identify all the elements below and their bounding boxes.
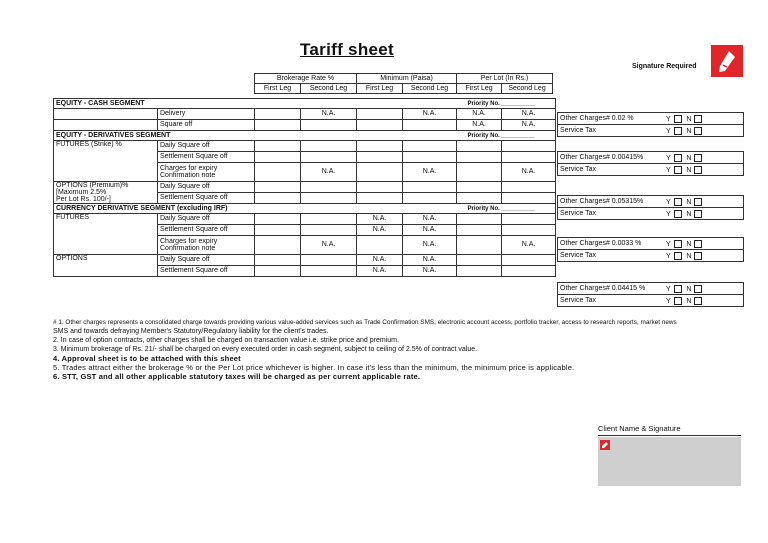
first-leg-header: First Leg bbox=[357, 84, 403, 94]
yes-checkbox[interactable] bbox=[674, 297, 682, 305]
note-2: 2. In case of option contracts, other charges shall be charged on transaction value i.e. strike price and premium. bbox=[53, 337, 399, 344]
yes-checkbox[interactable] bbox=[674, 115, 682, 123]
row-group-futures-strike: FUTURES (Strike) % bbox=[54, 141, 158, 182]
client-signature-label: Client Name & Signature bbox=[598, 424, 681, 433]
client-signature-box[interactable] bbox=[598, 437, 741, 486]
charges-box-equity-options: Other Charges# 0.05315% Y N Service Tax Y N bbox=[557, 195, 744, 220]
row-label-settlement-square-off: Settlement Square off bbox=[158, 152, 255, 163]
row-label-daily-square-off: Daily Square off bbox=[158, 141, 255, 152]
signature-required-label: Signature Required bbox=[632, 63, 697, 70]
first-leg-header: First Leg bbox=[457, 84, 502, 94]
second-leg-header: Second Leg bbox=[502, 84, 553, 94]
note-5: 5. Trades attract either the brokerage % or the Per Lot price whichever is higher. In case it's less than the minimum, the minimum price is applicable. bbox=[53, 363, 575, 372]
rate-header-table bbox=[254, 73, 553, 94]
yes-checkbox[interactable] bbox=[674, 198, 682, 206]
row-label-charges-expiry: Charges for expiry Confirmation note bbox=[158, 236, 255, 255]
row-label-settlement-square-off: Settlement Square off bbox=[158, 193, 255, 204]
minimum-paisa-header: Minimum (Paisa) bbox=[357, 74, 457, 84]
pen-logo-icon bbox=[711, 45, 743, 77]
row-label-daily-square-off: Daily Square off bbox=[158, 255, 255, 266]
note-3: 3. Minimum brokerage of Rs. 21/- shall be charged on every executed order in cash segment, subject to ceiling of 2.5% of contract value. bbox=[53, 346, 478, 353]
yes-checkbox[interactable] bbox=[674, 240, 682, 248]
divider bbox=[598, 435, 741, 436]
second-leg-header: Second Leg bbox=[301, 84, 357, 94]
row-label-charges-expiry: Charges for expiry Confirmation note bbox=[158, 163, 255, 182]
no-checkbox[interactable] bbox=[694, 198, 702, 206]
no-checkbox[interactable] bbox=[694, 252, 702, 260]
row-label-daily-square-off: Daily Square off bbox=[158, 214, 255, 225]
pen-logo-icon bbox=[600, 440, 610, 450]
no-checkbox[interactable] bbox=[694, 115, 702, 123]
first-leg-header: First Leg bbox=[255, 84, 301, 94]
charges-box-currency-futures: Other Charges# 0.0033 % Y N Service Tax Y N bbox=[557, 237, 744, 262]
no-checkbox[interactable] bbox=[694, 297, 702, 305]
no-checkbox[interactable] bbox=[694, 154, 702, 162]
no-checkbox[interactable] bbox=[694, 210, 702, 218]
page-title: Tariff sheet bbox=[300, 40, 394, 59]
yes-checkbox[interactable] bbox=[674, 285, 682, 293]
note-1: # 1. Other charges represents a consolidated charge towards providing various value-added services such as Trade Confirmation SMS, electronic account access, portfolio tracker, access to research reports, market news bbox=[53, 319, 677, 326]
charges-box-currency-options: Other Charges# 0.04415 % Y N Service Tax Y N bbox=[557, 282, 744, 307]
no-checkbox[interactable] bbox=[694, 166, 702, 174]
notes-section bbox=[53, 318, 765, 381]
yes-checkbox[interactable] bbox=[674, 166, 682, 174]
section-equity-cash: EQUITY - CASH SEGMENT Priority No. __________ bbox=[54, 99, 556, 109]
row-group-futures: FUTURES bbox=[54, 214, 158, 255]
row-label-settlement-square-off: Settlement Square off bbox=[158, 266, 255, 277]
per-lot-header: Per Lot (In Rs.) bbox=[457, 74, 553, 84]
row-label-daily-square-off: Daily Square off bbox=[158, 182, 255, 193]
no-checkbox[interactable] bbox=[694, 285, 702, 293]
row-label-delivery: Delivery bbox=[158, 109, 255, 120]
row-group-options-premium: OPTIONS (Premium)% [Maximum 2.5% Per Lot Rs. 100/-] bbox=[54, 182, 158, 204]
charges-box-equity-futures: Other Charges# 0.00415% Y N Service Tax Y N bbox=[557, 151, 744, 176]
section-equity-derivatives: EQUITY - DERIVATIVES SEGMENT Priority No. __________ bbox=[54, 131, 556, 141]
section-currency-derivatives: CURRENCY DERIVATIVE SEGMENT (excluding IRF) Priority No. __________ bbox=[54, 204, 556, 214]
second-leg-header: Second Leg bbox=[403, 84, 457, 94]
row-group-options: OPTIONS bbox=[54, 255, 158, 277]
brokerage-rate-header: Brokerage Rate % bbox=[255, 74, 357, 84]
tariff-table: EQUITY - CASH SEGMENT Priority No. __________ Delivery N.A. N.A. N.A. N.A. Square off N.A. N.A. EQUITY - DERIVATIVES SEGMENT Priority No. __________ FUTURES (Strike) % Daily Square off Settlement Square off Charges for expiry Confirmation note N.A. N.A. N.A. OPTIONS (Premium)% [Maximum 2.5% Per Lot Rs. 100/-] Daily Square off Settlement Square off CURRENCY DERIVATIVE SEGMENT (excluding IRF) Priority No. __________ FUTURES Daily Square off N.A. N.A. Settlement Square off N.A. N.A. Charges for expiry Confirmation note N.A. N.A. N.A. OPTIONS Daily Square off N.A. N.A. Settlement Square off N.A. N.A. bbox=[53, 98, 556, 277]
yes-checkbox[interactable] bbox=[674, 127, 682, 135]
yes-checkbox[interactable] bbox=[674, 154, 682, 162]
charges-box-equity-cash: Other Charges# 0.02 % Y N Service Tax Y N bbox=[557, 112, 744, 137]
no-checkbox[interactable] bbox=[694, 127, 702, 135]
yes-checkbox[interactable] bbox=[674, 252, 682, 260]
note-6: 6. STT, GST and all other applicable statutory taxes will be charged as per current applicable rate. bbox=[53, 372, 421, 381]
yes-checkbox[interactable] bbox=[674, 210, 682, 218]
no-checkbox[interactable] bbox=[694, 240, 702, 248]
table-cell bbox=[54, 109, 158, 120]
row-label-square-off: Square off bbox=[158, 120, 255, 131]
note-4: 4. Approval sheet is to be attached with this sheet bbox=[53, 354, 241, 363]
row-label-settlement-square-off: Settlement Square off bbox=[158, 225, 255, 236]
note-1-continued: SMS and towards defraying Member's Statutory/Regulatory liability for the client's trades. bbox=[53, 328, 329, 335]
